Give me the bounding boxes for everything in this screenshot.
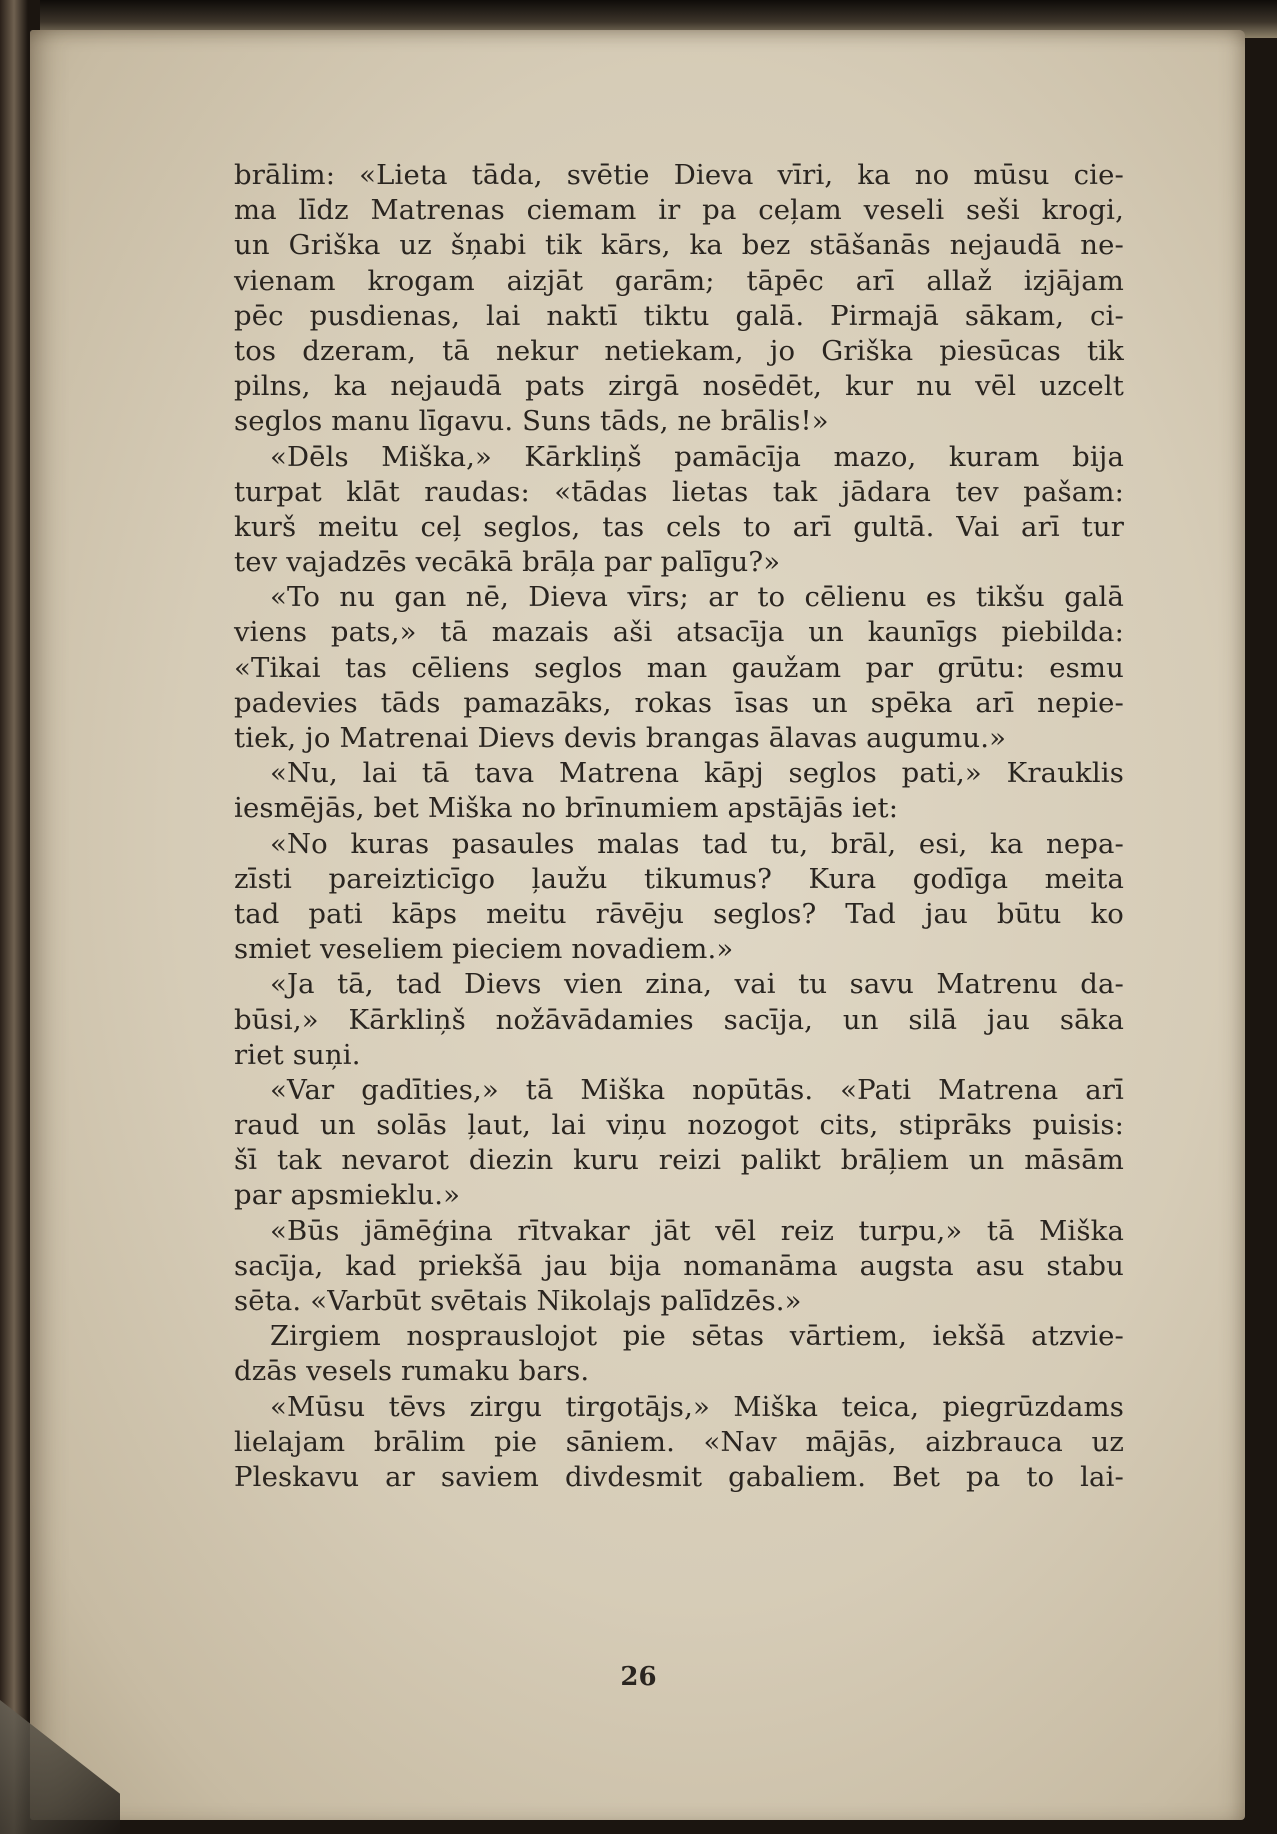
text-line: viens pats,» tā mazais aši atsacīja un kaunīgs piebilda: — [234, 616, 1124, 649]
text-line: «Nu, lai tā tava Matrena kāpj seglos pati,» Krauklis — [270, 757, 1124, 790]
text-line: kurš meitu ceļ seglos, tas cels to arī gultā. Vai arī tur — [234, 510, 1124, 543]
text-line: šī tak nevarot diezin kuru reizi palikt brāļiem un māsām — [234, 1144, 1124, 1177]
text-line: dzās vesels rumaku bars. — [234, 1355, 590, 1388]
text-line: ma līdz Matrenas ciemam ir pa ceļam veseli seši krogi, — [234, 194, 1124, 227]
text-line: Zirgiem nosprauslojot pie sētas vārtiem, iekšā atzvie- — [270, 1320, 1124, 1353]
text-line: seglos manu līgavu. Suns tāds, ne brālis!» — [234, 405, 829, 438]
body-text — [234, 158, 1124, 1495]
text-line: turpat klāt raudas: «tādas lietas tak jādara tev pašam: — [234, 475, 1124, 508]
text-line: sēta. «Varbūt svētais Nikolajs palīdzēs.» — [234, 1285, 802, 1317]
text-line: «Tikai tas cēliens seglos man gaužam par grūtu: esmu — [234, 651, 1124, 684]
text-line: tos dzeram, tā nekur netiekam, jo Griška piesūcas tik — [234, 334, 1124, 367]
text-line: riet suņi. — [234, 1038, 361, 1071]
text-line: zīsti pareizticīgo ļaužu tikumus? Kura godīga meita — [234, 862, 1124, 895]
text-line: pēc pusdienas, lai naktī tiktu galā. Pirmajā sākam, ci- — [234, 299, 1124, 332]
text-line: par apsmieklu.» — [234, 1179, 461, 1212]
text-line: un Griška uz šņabi tik kārs, ka bez stāšanās nejaudā ne- — [234, 229, 1124, 262]
text-line: sacīja, kad priekšā jau bija nomanāma augsta asu stabu — [234, 1249, 1124, 1282]
text-line: smiet veseliem pieciem novadiem.» — [234, 933, 734, 966]
text-line: tiek, jo Matrenai Dievs devis brangas ālavas augumu.» — [234, 722, 1007, 754]
text-line: tev vajadzēs vecākā brāļa par palīgu?» — [234, 546, 781, 579]
text-line: «Dēls Miška,» Kārkliņš pamācīja mazo, kuram bija — [270, 440, 1124, 473]
text-line: «No kuras pasaules malas tad tu, brāl, esi, ka nepa- — [270, 827, 1124, 860]
text-line: pilns, ka nejaudā pats zirgā nosēdēt, kur nu vēl uzcelt — [234, 370, 1124, 403]
text-line: «Mūsu tēvs zirgu tirgotājs,» Miška teica, piegrūzdams — [270, 1390, 1124, 1423]
text-line: tad pati kāps meitu rāvēju seglos? Tad jau būtu ko — [234, 897, 1124, 930]
text-line: «To nu gan nē, Dieva vīrs; ar to cēlienu es tikšu galā — [270, 581, 1124, 614]
text-line: būsi,» Kārkliņš nožāvādamies sacīja, un silā jau sāka — [234, 1003, 1124, 1036]
page-number: 26 — [620, 1662, 657, 1692]
text-line: brālim: «Lieta tāda, svētie Dieva vīri, ka no mūsu cie- — [234, 159, 1124, 191]
text-line: «Var gadīties,» tā Miška nopūtās. «Pati Matrena arī — [270, 1073, 1124, 1106]
text-line: «Būs jāmēģina rītvakar jāt vēl reiz turpu,» tā Miška — [270, 1214, 1124, 1247]
text-line: lielajam brālim pie sāniem. «Nav mājās, aizbrauca uz — [234, 1425, 1124, 1458]
text-line: «Ja tā, tad Dievs vien zina, vai tu savu Matrenu da- — [270, 968, 1124, 1001]
text-line: iesmējās, bet Miška no brīnumiem apstājās iet: — [234, 792, 899, 825]
text-line: padevies tāds pamazāks, rokas īsas un spēka arī nepie- — [234, 686, 1124, 719]
text-line: Pleskavu ar saviem divdesmit gabaliem. Bet pa to lai- — [234, 1460, 1124, 1493]
text-line: raud un solās ļaut, lai viņu nozogot cits, stiprāks puisis: — [234, 1109, 1124, 1142]
text-line: vienam krogam aizjāt garām; tāpēc arī allaž izjājam — [234, 264, 1124, 297]
